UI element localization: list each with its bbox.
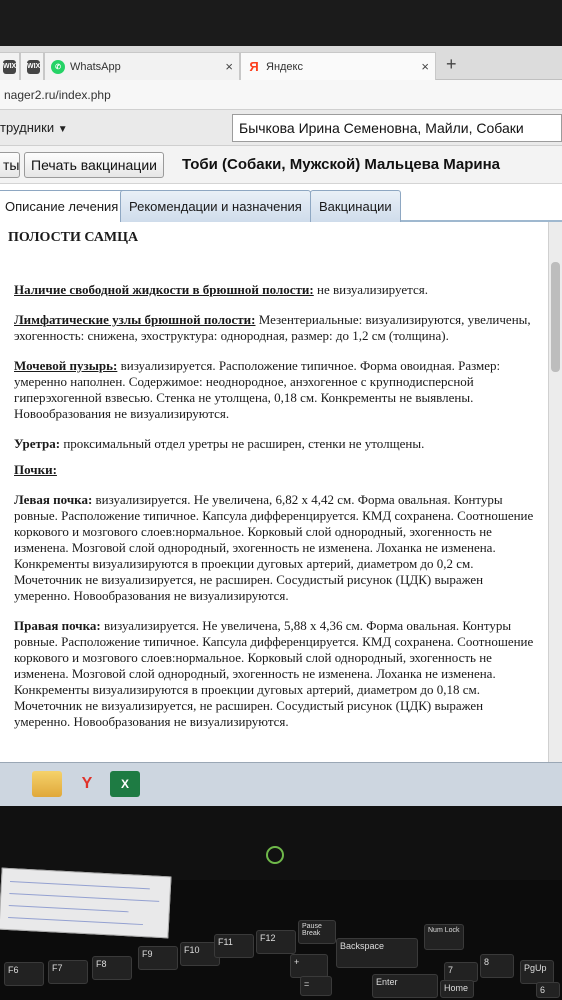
power-icon[interactable] (266, 846, 284, 864)
wix-icon: WIX (27, 60, 40, 74)
key-f12[interactable]: F12 (256, 930, 296, 954)
report-paragraph-right-kidney (14, 618, 540, 730)
screen (0, 46, 562, 806)
monitor-bezel-top (0, 0, 562, 46)
triangle-down-icon: ▼ (57, 124, 68, 135)
key-f9[interactable]: F9 (138, 946, 178, 970)
whatsapp-icon: ✆ (51, 60, 65, 74)
handwriting-line (8, 917, 143, 925)
key-pause-break[interactable]: Pause Break (298, 920, 336, 944)
browser-tab-label: Яндекс (266, 60, 303, 73)
paragraph-text: визуализируется. Не увеличена, 6,82 х 4,42 см. Форма овальная. Контуры ровные. Расположение типичное. Капсула дифференцируется. КМД сохранена. Соотношение коркового и мозгового слоев:нормальное. Корковый слой однородный, эхогенность не изменена. Мозговой слой однородный, эхогенность не изменена. Лоханка не изменена. Конкременты визуализируются в проекции дуговых артерий, диаметром до 0,2 см. Мочеточник не визуализируется, не расширен. Сосудистый рисунок (ЦДК) выражен умеренно. Новообразования не визуализируются. (14, 492, 534, 603)
key-f7[interactable]: F7 (48, 960, 88, 984)
report-document (0, 222, 548, 762)
tab-vaccinations[interactable] (310, 190, 401, 222)
report-title: ПОЛОСТИ САМЦА (8, 230, 139, 245)
wix-icon: WIX (3, 60, 16, 74)
key-enter[interactable]: Enter (372, 974, 438, 998)
key-f11[interactable]: F11 (214, 934, 254, 958)
paragraph-label: Левая почка: (14, 492, 93, 507)
browser-tab-label: WhatsApp (70, 60, 121, 73)
owner-text: Бычкова Ирина Семеновна, Майли, Собаки (239, 120, 524, 136)
close-icon[interactable]: × (421, 59, 429, 74)
tab-label: Рекомендации и назначения (129, 199, 302, 214)
address-url: nager2.ru/index.php (4, 87, 111, 102)
key-equals[interactable]: = (300, 976, 332, 996)
tab-label: Описание лечения (5, 199, 119, 214)
app-header (0, 110, 562, 146)
paragraph-label: Лимфатические узлы брюшной полости: (14, 312, 256, 327)
paragraph-label: Правая почка: (14, 618, 101, 633)
key-numpad-8[interactable]: 8 (480, 954, 514, 978)
address-bar[interactable] (0, 80, 562, 110)
tab-treatment-description[interactable] (0, 190, 127, 222)
staff-menu-label: трудники (0, 120, 55, 135)
key-numpad-6[interactable]: 6 (536, 982, 560, 998)
staff-menu[interactable] (0, 120, 68, 135)
key-f10[interactable]: F10 (180, 942, 220, 966)
report-paragraph-left-kidney (14, 492, 540, 604)
paragraph-text: Мезентериальные: визуализируются, увеличены, эхогенность: снижена, эхоструктура: однородная, размер: до 1,2 см (толщина). (14, 312, 531, 343)
yandex-icon: Я (249, 59, 259, 74)
browser-tab-bar (0, 46, 562, 80)
file-explorer-icon[interactable] (32, 771, 62, 797)
key-f6[interactable]: F6 (4, 962, 44, 986)
os-taskbar (0, 762, 562, 806)
tab-label: Вакцинации (319, 199, 392, 214)
key-backspace[interactable]: Backspace (336, 938, 418, 968)
report-paragraphs (14, 282, 540, 730)
key-pgup[interactable]: PgUp (520, 960, 554, 984)
report-paragraph-kidneys (14, 462, 540, 478)
report-paragraph-free-fluid (14, 282, 540, 298)
section-tabs (0, 184, 562, 222)
handwriting-line (9, 905, 129, 912)
report-paragraph-lymph-nodes (14, 312, 540, 344)
patient-title: Тоби (Собаки, Мужской) Мальцева Марина (182, 156, 501, 173)
print-vaccination-label: Печать вакцинации (31, 157, 157, 173)
excel-icon[interactable]: X (110, 771, 140, 797)
monitor-bezel-bottom (0, 806, 562, 880)
close-icon[interactable]: × (225, 59, 233, 74)
key-f8[interactable]: F8 (92, 956, 132, 980)
document-scrollbar[interactable] (548, 222, 562, 762)
key-numpad-7[interactable]: 7 (444, 962, 478, 982)
paragraph-text: визуализируется. Расположение типичное. Форма овоидная. Размер: умеренно наполнен. Содержимое: неоднородное, анэхогенное с крупнодисперсной гиперэхогенной взвесью. Стенка не утолщена, 0,18 см. Конкременты не выявлены. Новообразования не визуализируются. (14, 358, 501, 421)
browser-tab-whatsapp[interactable] (44, 52, 240, 80)
yandex-browser-icon[interactable]: Y (81, 775, 93, 792)
left-cut-button-label: ты (3, 157, 20, 173)
paragraph-label: Почки: (14, 462, 57, 477)
key-plus[interactable]: + (290, 954, 328, 978)
paragraph-text: не визуализируется. (313, 282, 428, 297)
left-cut-button[interactable] (0, 152, 20, 178)
tab-recommendations[interactable] (120, 190, 311, 222)
report-paragraph-bladder (14, 358, 540, 422)
paragraph-label: Наличие свободной жидкости в брюшной полости: (14, 282, 314, 297)
report-paragraph-urethra (14, 436, 540, 452)
handwriting-line (10, 881, 150, 889)
browser-tab-yandex[interactable] (240, 52, 436, 80)
toolbar (0, 146, 562, 184)
browser-tab-wix-1[interactable] (0, 52, 20, 80)
scrollbar-thumb[interactable] (551, 262, 560, 372)
paragraph-label: Уретра: (14, 436, 61, 451)
key-num-lock[interactable]: Num Lock (424, 924, 464, 950)
handwritten-note-paper (0, 868, 172, 939)
browser-tab-wix-2[interactable] (20, 52, 44, 80)
handwriting-line (9, 893, 159, 902)
new-tab-icon[interactable]: + (446, 54, 457, 74)
key-home[interactable]: Home (440, 980, 474, 998)
paragraph-label: Мочевой пузырь: (14, 358, 118, 373)
owner-field[interactable] (232, 114, 562, 142)
print-vaccination-button[interactable] (24, 152, 164, 178)
paragraph-text: визуализируется. Не увеличена, 5,88 х 4,36 см. Форма овальная. Контуры ровные. Расположение типичное. Капсула дифференцируется. КМД сохранена. Соотношение коркового и мозгового слоев:нормальное. Корковый слой однородный, эхогенность не изменена. Мозговой слой однородный, эхогенность не изменена. Лоханка не изменена. Конкременты визуализируются в проекции дуговых артерий, диаметром до 0,18 см. Мочеточник не визуализируется, не расширен. Сосудистый рисунок (ЦДК) выражен умеренно. Новообразования не визуализируются. (14, 618, 534, 729)
paragraph-text: проксимальный отдел уретры не расширен, стенки не утолщены. (60, 436, 425, 451)
